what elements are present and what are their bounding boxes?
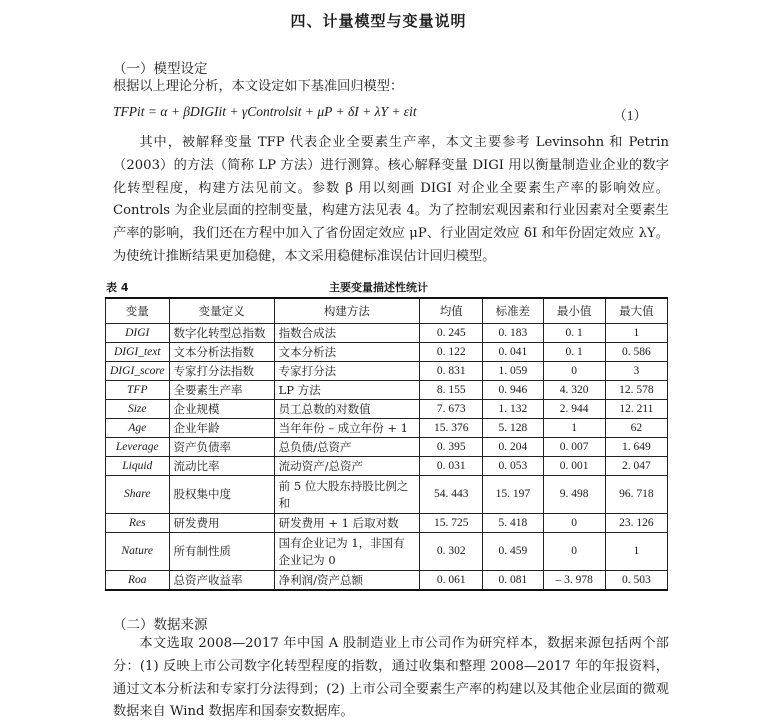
table-cell: 员工总数的对数值 [274,400,419,419]
table-cell: 资产负债率 [169,438,274,457]
table-cell: 15. 197 [483,476,543,514]
header-cell: 变量 [106,298,170,324]
table-cell: 4. 320 [543,381,605,400]
table-cell: 12. 578 [605,381,667,400]
table-cell: 15. 376 [420,419,483,438]
variable-name-cell: TFP [106,381,170,400]
header-cell: 均值 [420,298,483,324]
table-cell: 全要素生产率 [169,381,274,400]
table-cell: 所有制性质 [169,533,274,571]
table-cell: 2. 047 [605,457,667,476]
table-cell: 0. 1 [543,324,605,343]
table-cell: 54. 443 [420,476,483,514]
table-row [106,533,668,571]
table-row [106,457,668,476]
table-cell: 指数合成法 [274,324,419,343]
variable-name-cell: Leverage [106,438,170,457]
table-cell: 0. 459 [483,533,543,571]
header-cell: 最小值 [543,298,605,324]
table-cell: 0 [543,533,605,571]
table-cell: 0. 007 [543,438,605,457]
header-cell: 最大值 [605,298,667,324]
table-cell: 0. 183 [483,324,543,343]
table-cell: 企业规模 [169,400,274,419]
table-row [106,324,668,343]
table-cell: 数字化转型总指数 [169,324,274,343]
regression-equation [113,104,669,123]
table-cell: 国有企业记为 1，非国有企业记为 0 [274,533,419,571]
table-cell: 3 [605,362,667,381]
table-row [106,400,668,419]
table-cell: 0. 395 [420,438,483,457]
table-cell: 1. 132 [483,400,543,419]
table-cell: 0. 831 [420,362,483,381]
table-cell: 前 5 位大股东持股比例之和 [274,476,419,514]
table-cell: 96. 718 [605,476,667,514]
table-cell: 23. 126 [605,514,667,533]
section-title: 四、计量模型与变量说明 [290,12,467,30]
table-cell: 0. 503 [605,571,667,591]
header-cell: 构建方法 [274,298,419,324]
variable-name-cell: Res [106,514,170,533]
table-cell: 总资产收益率 [169,571,274,591]
variable-name-cell: DIGI_score [106,362,170,381]
table-cell: 5. 128 [483,419,543,438]
table-cell: 2. 944 [543,400,605,419]
table-cell: 流动资产/总资产 [274,457,419,476]
model-explanation: 其中，被解释变量 TFP 代表企业全要素生产率，本文主要参考 Levinsohn 和 Petrin（2003）的方法（简称 LP 方法）进行测算。核心解释变量 DIGI 用以衡量制造业企业的数字化转型程度，构建方法见前文。参数 β 用以刻画 DIGI 对企业全要素生产率的影响效应。Controls 为企业层面的控制变量，构建方法见表 4。为了控制宏观因素和行业因素对全要素生产率的影响，我们还在方程中加入了省份固定效应 μP、行业固定效应 δI 和年份固定效应 λY。为使统计推断结果更加稳健，本文采用稳健标准误估计回归模型。 [113,135,669,264]
table-cell: 0. 204 [483,438,543,457]
table-cell: 1. 649 [605,438,667,457]
table-cell: 研发费用 + 1 后取对数 [274,514,419,533]
table-cell: 0. 946 [483,381,543,400]
table-row [106,571,668,591]
table-cell: 净利润/资产总额 [274,571,419,591]
model-heading: （一）模型设定 [113,61,208,77]
variable-name-cell: DIGI [106,324,170,343]
header-cell: 标准差 [483,298,543,324]
table-cell: 企业年龄 [169,419,274,438]
variable-name-cell: Size [106,400,170,419]
table-cell: – 3. 978 [543,571,605,591]
table-cell: 总负债/总资产 [274,438,419,457]
table-cell: 0. 041 [483,343,543,362]
table-cell: 8. 155 [420,381,483,400]
table-caption: 主要变量描述性统计 [329,281,428,294]
table-cell: 1. 059 [483,362,543,381]
variable-name-cell: Liquid [106,457,170,476]
table-cell: 1 [605,324,667,343]
table-cell: LP 方法 [274,381,419,400]
variable-name-cell: Share [106,476,170,514]
table-cell: 0 [543,362,605,381]
table-label: 表 4 [106,281,129,294]
table-cell: 7. 673 [420,400,483,419]
table-row [106,476,668,514]
table-cell: 0. 1 [543,343,605,362]
table-cell: 0. 122 [420,343,483,362]
table-cell: 1 [605,533,667,571]
table-cell: 12. 211 [605,400,667,419]
table-cell: 股权集中度 [169,476,274,514]
equation-number: （1） [613,108,647,123]
table-cell: 62 [605,419,667,438]
data-source-body: 本文选取 2008—2017 年中国 A 股制造业上市公司作为研究样本，数据来源包括两个部分：(1) 反映上市公司数字化转型程度的指数，通过收集和整理 2008—2017 年的年报资料，通过文本分析法和专家打分法得到；(2) 上市公司全要素生产率的构建以及其他企业层面的微观数据来自 Wind 数据库和国泰安数据库。 [113,636,669,720]
descriptive-statistics-table [105,297,668,591]
table-cell: 15. 725 [420,514,483,533]
table-cell: 5. 418 [483,514,543,533]
variable-name-cell: DIGI_text [106,343,170,362]
table-cell: 专家打分法指数 [169,362,274,381]
model-intro: 根据以上理论分析，本文设定如下基准回归模型： [113,79,404,94]
table-cell: 0. 001 [543,457,605,476]
table-cell: 流动比率 [169,457,274,476]
table-row [106,514,668,533]
table-row [106,362,668,381]
equation-text: TFPit = α + βDIGIit + γControlsit + μP + δI + λY + εit [113,104,417,119]
table-cell: 0. 053 [483,457,543,476]
header-cell: 变量定义 [169,298,274,324]
table-cell: 0. 061 [420,571,483,591]
table-row [106,419,668,438]
variable-name-cell: Age [106,419,170,438]
table-row [106,381,668,400]
table-cell: 文本分析法 [274,343,419,362]
table-cell: 0. 302 [420,533,483,571]
table-header-row [106,298,668,324]
variable-name-cell: Nature [106,533,170,571]
table-cell: 0. 245 [420,324,483,343]
table-cell: 1 [543,419,605,438]
table-cell: 9. 498 [543,476,605,514]
table-cell: 当年年份 – 成立年份 + 1 [274,419,419,438]
table-cell: 0 [543,514,605,533]
variable-name-cell: Roa [106,571,170,591]
table-cell: 文本分析法指数 [169,343,274,362]
data-source-heading: （二）数据来源 [113,617,208,633]
table-cell: 0. 586 [605,343,667,362]
table-cell: 0. 031 [420,457,483,476]
table-cell: 专家打分法 [274,362,419,381]
table-row [106,438,668,457]
table-cell: 研发费用 [169,514,274,533]
table-row [106,343,668,362]
table-cell: 0. 081 [483,571,543,591]
